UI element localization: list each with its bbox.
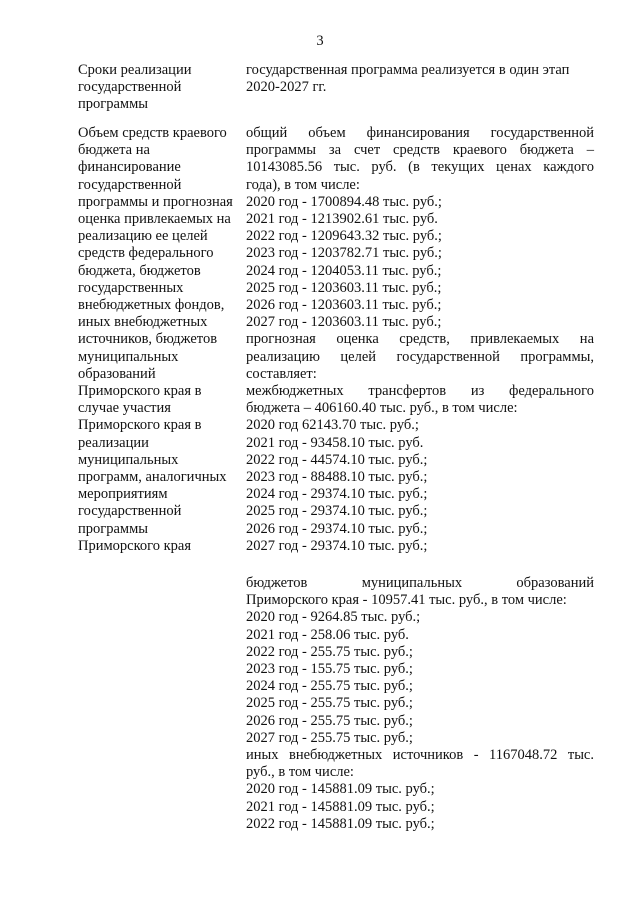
- funding-label-line: средств федерального: [78, 245, 214, 262]
- regional-year-row: 2020 год - 1700894.48 тыс. руб.;: [246, 193, 442, 210]
- funding-label: [78, 125, 243, 555]
- federal-year-row: 2024 год - 29374.10 тыс. руб.;: [246, 486, 428, 503]
- funding-label-line: Приморского края в: [78, 383, 202, 400]
- other-year-row: 2022 год - 145881.09 тыс. руб.;: [246, 815, 435, 832]
- regional-year-row: 2027 год - 1203603.11 тыс. руб.;: [246, 314, 442, 331]
- regional-year-row: 2022 год - 1209643.32 тыс. руб.;: [246, 228, 442, 245]
- regional-year-row: 2025 год - 1203603.11 тыс. руб.;: [246, 279, 442, 296]
- terms-value-line: государственная программа реализуется в один этап: [246, 62, 570, 78]
- terms-label-line: государственной: [78, 79, 182, 96]
- funding-value-main: [246, 125, 594, 555]
- federal-year-row: 2026 год - 29374.10 тыс. руб.;: [246, 520, 428, 537]
- federal-intro-line: межбюджетных трансфертов из федерального: [246, 383, 594, 400]
- funding-label-line: финансирование: [78, 159, 181, 176]
- other-intro-line: иных внебюджетных источников - 1167048.72 тыс.: [246, 747, 594, 764]
- forecast-intro-line: прогнозная оценка средств, привлекаемых на: [246, 331, 594, 348]
- municipal-intro-line: Приморского края - 10957.41 тыс. руб., в том числе:: [246, 592, 567, 609]
- federal-year-row: 2022 год - 44574.10 тыс. руб.;: [246, 451, 428, 468]
- funding-label-line: Приморского края в: [78, 417, 202, 434]
- funding-label-line: реализации: [78, 434, 149, 451]
- forecast-intro-line: реализацию целей государственной программы,: [246, 348, 594, 365]
- regional-intro-line: года), в том числе:: [246, 176, 360, 193]
- funding-label-line: источников, бюджетов: [78, 331, 218, 348]
- terms-label: [78, 62, 243, 114]
- funding-label-line: реализацию ее целей: [78, 228, 208, 245]
- municipal-year-row: 2027 год - 255.75 тыс. руб.;: [246, 729, 413, 746]
- funding-label-line: государственных: [78, 279, 184, 296]
- municipal-year-row: 2021 год - 258.06 тыс. руб.: [246, 626, 409, 643]
- funding-label-line: иных внебюджетных: [78, 314, 208, 331]
- federal-intro-line: бюджета – 406160.40 тыс. руб., в том числе:: [246, 400, 518, 417]
- regional-intro-line: общий объем финансирования государственной: [246, 125, 594, 141]
- terms-value-line: 2020-2027 гг.: [246, 79, 327, 96]
- funding-label-line: государственной: [78, 176, 182, 193]
- funding-label-line: Приморского края: [78, 537, 192, 554]
- federal-year-row: 2025 год - 29374.10 тыс. руб.;: [246, 503, 428, 520]
- funding-value-continued: [246, 575, 594, 833]
- other-intro-line: руб., в том числе:: [246, 764, 354, 781]
- funding-label-line: муниципальных: [78, 348, 179, 365]
- regional-year-row: 2023 год - 1203782.71 тыс. руб.;: [246, 245, 442, 262]
- funding-label-line: внебюджетных фондов,: [78, 297, 225, 314]
- regional-year-row: 2026 год - 1203603.11 тыс. руб.;: [246, 297, 442, 314]
- forecast-intro-line: составляет:: [246, 365, 317, 382]
- funding-label-line: Объем средств краевого: [78, 125, 227, 141]
- regional-intro-line: 10143085.56 тыс. руб. (в текущих ценах каждого: [246, 159, 594, 176]
- regional-year-row: 2024 год - 1204053.11 тыс. руб.;: [246, 262, 442, 279]
- municipal-year-row: 2022 год - 255.75 тыс. руб.;: [246, 643, 413, 660]
- funding-label-line: образований: [78, 365, 156, 382]
- terms-label-line: Сроки реализации: [78, 62, 192, 78]
- terms-label-line: программы: [78, 96, 148, 113]
- municipal-year-row: 2020 год - 9264.85 тыс. руб.;: [246, 609, 421, 626]
- funding-label-line: мероприятиям: [78, 486, 168, 503]
- federal-year-row: 2027 год - 29374.10 тыс. руб.;: [246, 537, 428, 554]
- funding-label-line: программы и прогнозная: [78, 193, 233, 210]
- funding-label-line: бюджета на: [78, 142, 150, 159]
- municipal-year-row: 2025 год - 255.75 тыс. руб.;: [246, 695, 413, 712]
- funding-label-line: государственной: [78, 503, 182, 520]
- other-year-row: 2020 год - 145881.09 тыс. руб.;: [246, 781, 435, 798]
- municipal-year-row: 2024 год - 255.75 тыс. руб.;: [246, 678, 413, 695]
- regional-intro-line: программы за счет средств краевого бюджета –: [246, 142, 594, 159]
- funding-label-line: случае участия: [78, 400, 171, 417]
- federal-year-row: 2021 год - 93458.10 тыс. руб.: [246, 434, 424, 451]
- funding-label-line: оценка привлекаемых на: [78, 211, 231, 228]
- page-number: 3: [316, 33, 324, 49]
- funding-label-line: бюджета, бюджетов: [78, 262, 201, 279]
- funding-label-line: программ, аналогичных: [78, 469, 227, 486]
- federal-year-row: 2023 год - 88488.10 тыс. руб.;: [246, 469, 428, 486]
- municipal-intro-line: бюджетов муниципальных образований: [246, 575, 594, 591]
- municipal-year-row: 2023 год - 155.75 тыс. руб.;: [246, 661, 413, 678]
- regional-year-row: 2021 год - 1213902.61 тыс. руб.: [246, 211, 438, 228]
- funding-label-line: программы: [78, 520, 148, 537]
- municipal-year-row: 2026 год - 255.75 тыс. руб.;: [246, 712, 413, 729]
- federal-year-row: 2020 год 62143.70 тыс. руб.;: [246, 417, 419, 434]
- other-year-row: 2021 год - 145881.09 тыс. руб.;: [246, 798, 435, 815]
- terms-value: [246, 62, 594, 96]
- funding-label-line: муниципальных: [78, 451, 179, 468]
